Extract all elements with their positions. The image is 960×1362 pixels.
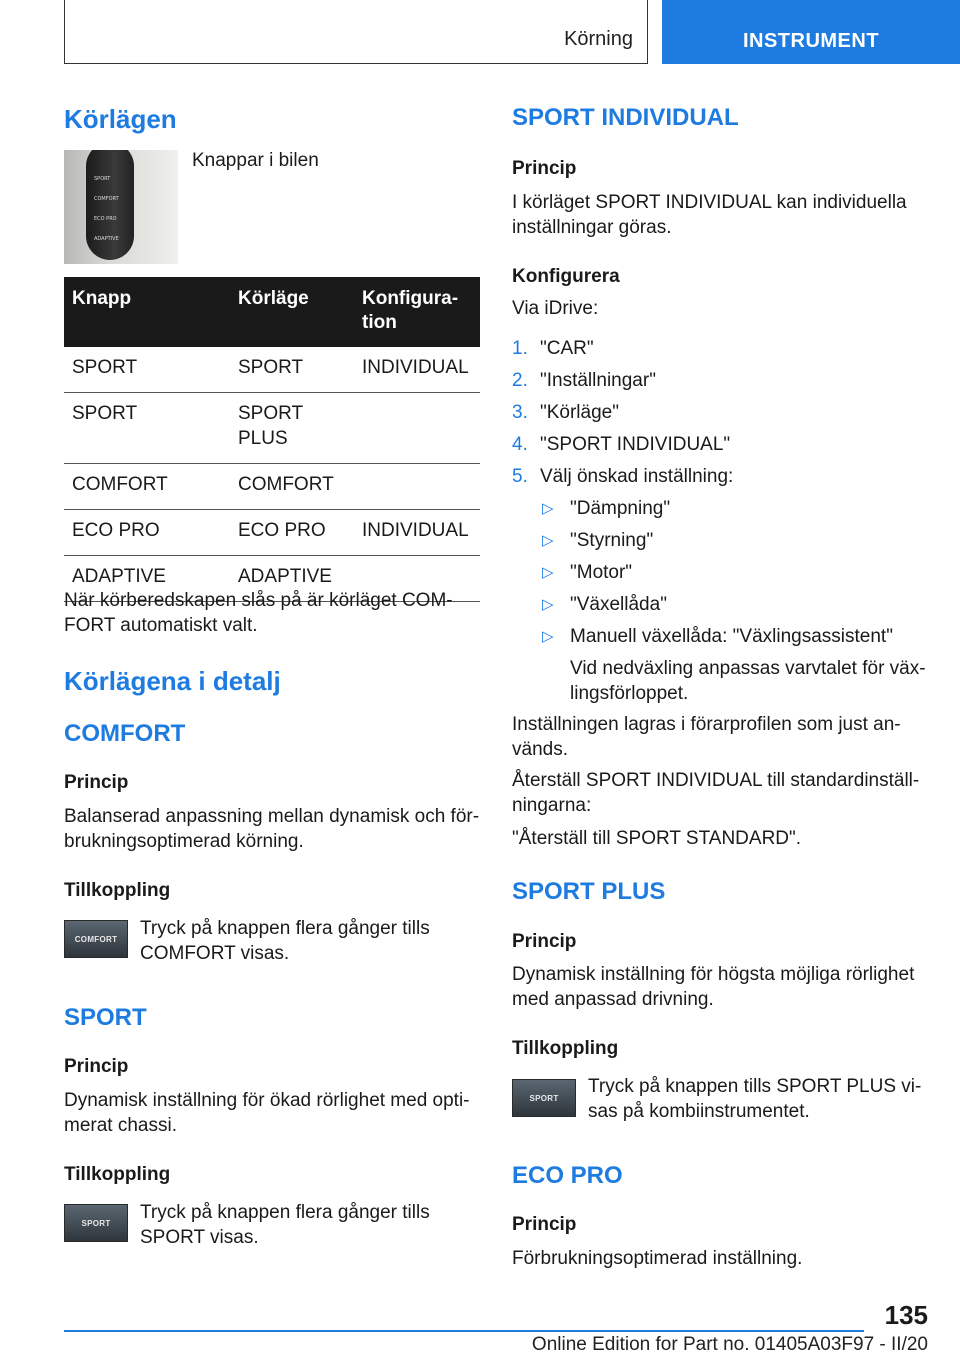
list-item: [512, 624, 932, 649]
ecopro-princip-label: Princip: [512, 1214, 577, 1235]
table-cell: ECO PRO: [64, 510, 230, 556]
table-cell: ECO PRO: [230, 510, 354, 556]
triangle-bullet-icon: ▷: [542, 564, 554, 581]
page-number: 135: [884, 1300, 928, 1330]
substep-text: "Motor": [570, 562, 633, 583]
sport-button-image: SPORT: [64, 1204, 128, 1242]
sport-heading: SPORT: [64, 1004, 147, 1031]
table-row: [64, 347, 480, 393]
step-number: 3.: [512, 402, 528, 423]
table-cell: COMFORT: [64, 464, 230, 510]
step-number: 1.: [512, 338, 528, 359]
intro-text: Knappar i bilen: [192, 150, 319, 171]
sportplus-tillkoppling-label: Tillkoppling: [512, 1038, 619, 1059]
list-item: [512, 528, 932, 553]
header-section-title: Körning: [564, 28, 633, 50]
individual-konfig-label: Konfigurera: [512, 266, 620, 287]
table-header: Körläge: [230, 277, 354, 347]
triangle-bullet-icon: ▷: [542, 628, 554, 645]
step-text: "Inställningar": [540, 370, 656, 391]
buttons-photo: [64, 150, 178, 264]
table-cell: SPORT: [64, 347, 230, 393]
sportplus-tillkoppling-text: Tryck på knappen tills SPORT PLUS vi- sas på kombiinstrumentet.: [588, 1076, 922, 1122]
ecopro-princip-text: Förbrukningsoptimerad inställning.: [512, 1248, 803, 1269]
individual-reset-command: "Återställ till SPORT STANDARD".: [512, 828, 802, 849]
comfort-tillkoppling-text: Tryck på knappen flera gånger tills COMFORT visas.: [140, 918, 430, 964]
header-frame: [64, 0, 648, 64]
individual-heading: SPORT INDIVIDUAL: [512, 104, 739, 131]
step-number: 5.: [512, 466, 528, 487]
table-header-row: [64, 277, 480, 347]
table-row: [64, 464, 480, 510]
table-cell: ADAPTIVE: [64, 556, 230, 602]
individual-saved-text: Inställningen lagras i förarprofilen som just an- vänds.: [512, 714, 901, 760]
table-cell: ADAPTIVE: [230, 556, 354, 602]
triangle-bullet-icon: ▷: [542, 596, 554, 613]
table-header: Knapp: [64, 277, 230, 347]
triangle-bullet-icon: ▷: [542, 532, 554, 549]
table-header: Konfigura- tion: [354, 277, 480, 347]
header-tab-instrument[interactable]: INSTRUMENT: [662, 0, 960, 64]
individual-reset-text: Återställ SPORT INDIVIDUAL till standardinställ- ningarna:: [512, 770, 920, 816]
list-item: [512, 336, 932, 361]
sport-princip-text: Dynamisk inställning för ökad rörlighet med opti- merat chassi.: [64, 1090, 470, 1136]
comfort-princip-label: Princip: [64, 772, 129, 793]
comfort-heading: COMFORT: [64, 720, 186, 747]
table-cell: SPORT: [64, 393, 230, 464]
photo-label: ADAPTIVE: [94, 236, 119, 242]
photo-label: COMFORT: [94, 196, 119, 202]
individual-princip-label: Princip: [512, 158, 577, 179]
sportplus-button-image: SPORT: [512, 1079, 576, 1117]
comfort-button-image: COMFORT: [64, 920, 128, 958]
step-text: Välj önskad inställning:: [540, 466, 734, 487]
comfort-princip-text: Balanserad anpassning mellan dynamisk och för- brukningsoptimerad körning.: [64, 806, 480, 852]
list-item: [512, 496, 932, 521]
step-number: 2.: [512, 370, 528, 391]
individual-via-text: Via iDrive:: [512, 298, 599, 319]
photo-label: ECO PRO: [94, 216, 117, 222]
table-row: [64, 510, 480, 556]
sportplus-princip-text: Dynamisk inställning för högsta möjliga rörlighet med anpassad drivning.: [512, 964, 915, 1010]
list-item: [512, 560, 932, 585]
right-column: [512, 96, 932, 1276]
left-column: [64, 96, 482, 1276]
sport-tillkoppling-text: Tryck på knappen flera gånger tills SPORT visas.: [140, 1202, 430, 1248]
table-cell: COMFORT: [230, 464, 354, 510]
step-text: "SPORT INDIVIDUAL": [540, 434, 731, 455]
detail-heading: Körlägena i detalj: [64, 666, 281, 696]
step-text: "CAR": [540, 338, 594, 359]
list-item: [512, 400, 932, 425]
sportplus-princip-label: Princip: [512, 931, 577, 952]
comfort-tillkoppling-label: Tillkoppling: [64, 880, 171, 901]
step-number: 4.: [512, 434, 528, 455]
table-cell: INDIVIDUAL: [354, 510, 480, 556]
substep-text: "Styrning": [570, 530, 654, 551]
table-row: [64, 393, 480, 464]
button-panel-graphic: [86, 150, 134, 260]
substep-text: "Växellåda": [570, 594, 667, 615]
default-mode-note: När körberedskapen slås på är körläget COM- FORT automatiskt valt.: [64, 590, 453, 636]
individual-princip-text: I körläget SPORT INDIVIDUAL kan individuella inställningar göras.: [512, 192, 907, 238]
step-text: "Körläge": [540, 402, 619, 423]
substep-text: Manuell växellåda: "Växlingsassistent": [570, 626, 893, 647]
individual-substep-note: Vid nedväxling anpassas varvtalet för väx- lingsförloppet.: [570, 658, 926, 704]
individual-steps-list: [512, 336, 932, 496]
sportplus-heading: SPORT PLUS: [512, 878, 666, 905]
list-item: [512, 368, 932, 393]
table-cell: INDIVIDUAL: [354, 347, 480, 393]
substep-text: "Dämpning": [570, 498, 671, 519]
sport-tillkoppling-label: Tillkoppling: [64, 1164, 171, 1185]
drive-mode-table: [64, 277, 480, 602]
list-item: [512, 592, 932, 617]
page-title: Körlägen: [64, 104, 177, 134]
sport-princip-label: Princip: [64, 1056, 129, 1077]
individual-substeps-list: [512, 496, 932, 656]
table-cell: [354, 464, 480, 510]
footer-divider: [64, 1330, 864, 1332]
triangle-bullet-icon: ▷: [542, 500, 554, 517]
table-cell: SPORT PLUS: [230, 393, 354, 464]
ecopro-heading: ECO PRO: [512, 1162, 623, 1189]
list-item: [512, 464, 932, 489]
photo-label: SPORT: [94, 176, 111, 182]
table-cell: SPORT: [230, 347, 354, 393]
table-cell: [354, 393, 480, 464]
list-item: [512, 432, 932, 457]
footer-edition: Online Edition for Part no. 01405A03F97 - II/20: [531, 1334, 928, 1355]
